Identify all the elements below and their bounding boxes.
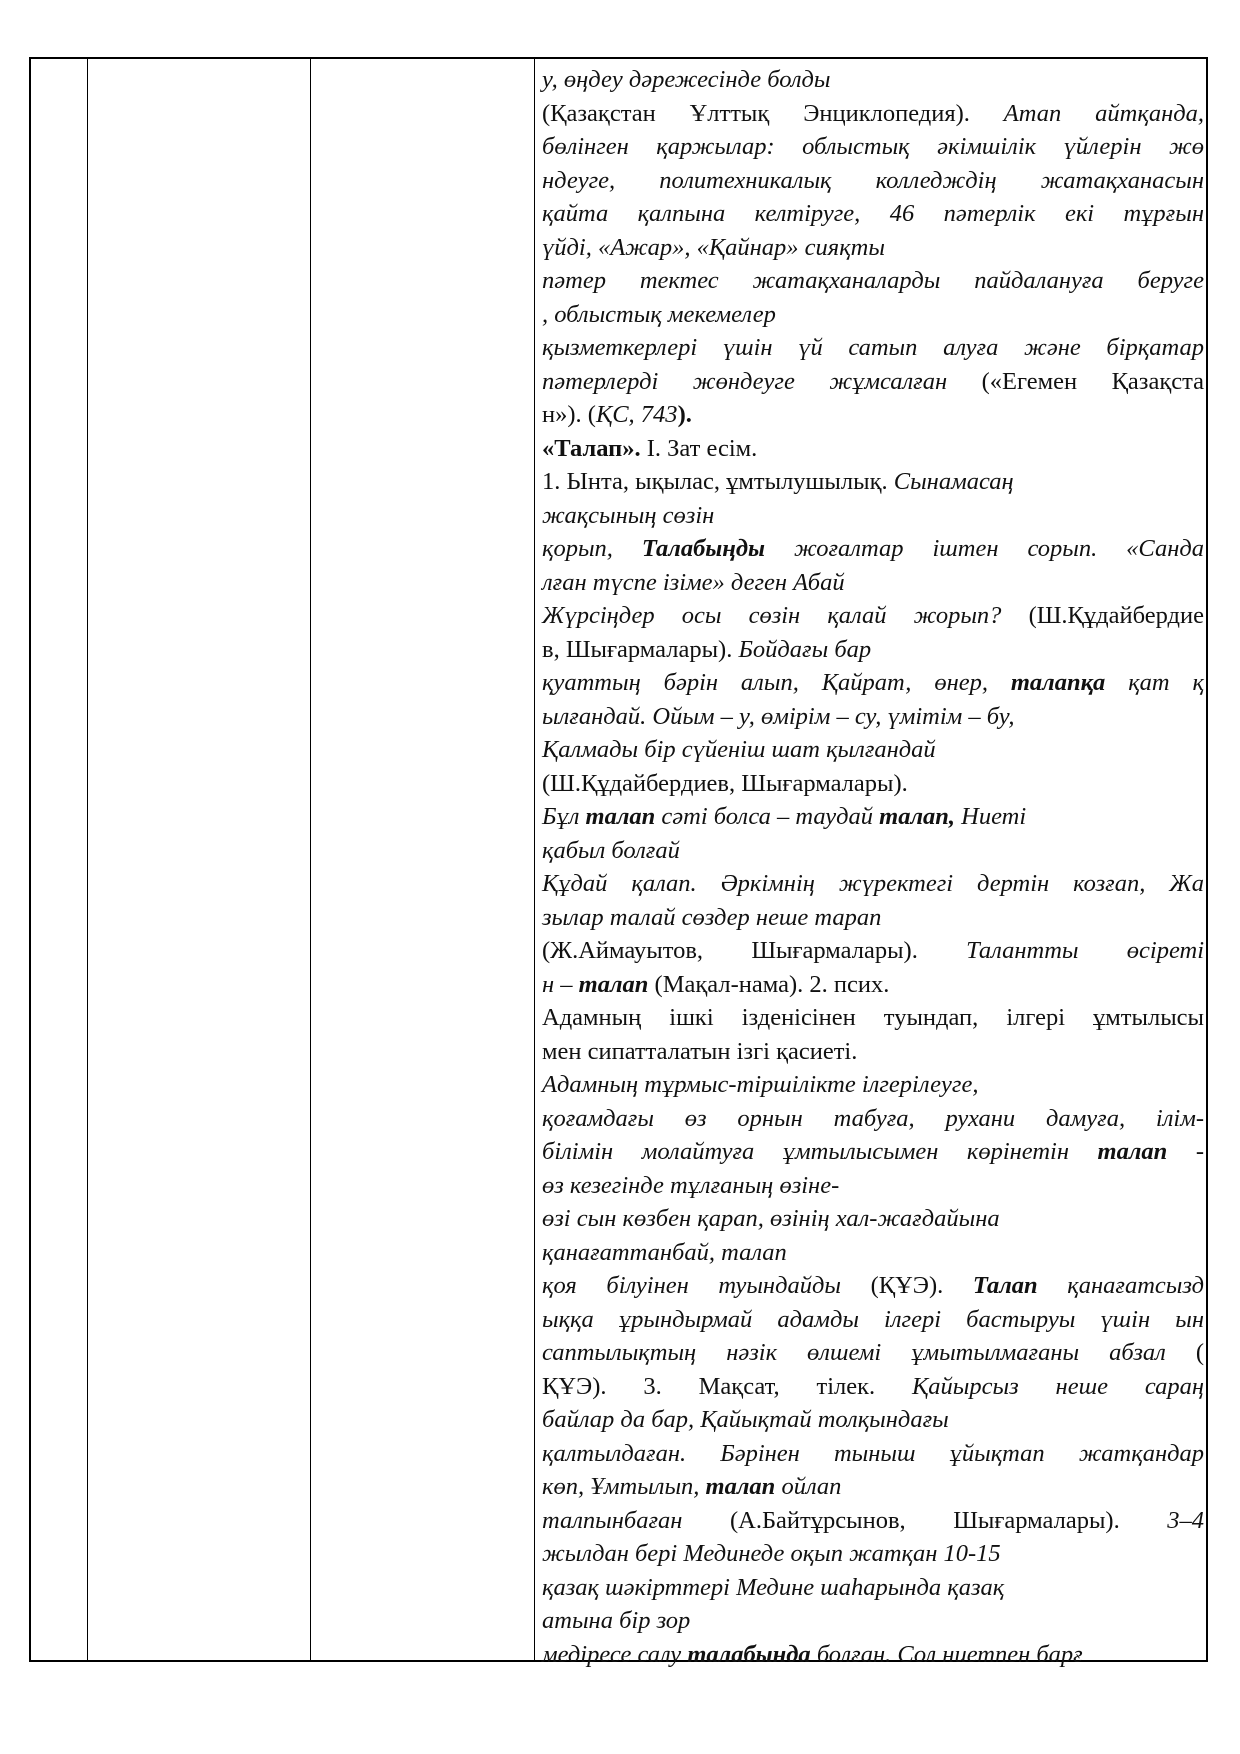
text-line: [542, 1236, 1204, 1270]
text-line: [542, 1571, 1204, 1605]
text-line: [542, 1102, 1204, 1136]
text-segment: талап: [585, 803, 656, 830]
text-segment: ндеуге, политехникалық колледждің жатақханасын: [542, 166, 1204, 194]
text-segment: қабыл болғай: [542, 836, 680, 864]
text-segment: жылдан бері Мединеде оқып жатқан 10-15: [542, 1540, 1001, 1567]
text-segment: н»). (: [542, 401, 596, 428]
text-segment: (Ш.Құдайбердие: [1028, 602, 1204, 629]
text-line: [542, 1403, 1204, 1437]
text-segment: зылар талай сөздер неше тарап: [542, 903, 882, 931]
text-segment: (Ж.Аймауытов, Шығармалары).: [542, 937, 967, 964]
text-segment: байлар да бар, Қайықтай толқындағы: [542, 1406, 949, 1433]
text-line: [542, 1604, 1204, 1638]
text-segment: (Мақал-нама). 2. псих.: [648, 970, 890, 998]
text-segment: І. Зат есім.: [640, 434, 758, 462]
text-segment: 3–4: [1167, 1506, 1204, 1534]
text-line: [542, 197, 1204, 231]
text-segment: өзі сын көзбен қарап, өзінің хал-жағдайына: [542, 1205, 1000, 1232]
text-segment: пәтерлерді жөндеуге жұмсалған: [542, 367, 982, 395]
text-segment: 1. Ынта, ықылас, ұмтылушылық.: [542, 468, 894, 495]
text-line: [542, 1269, 1204, 1303]
text-segment: қанағатсызд: [1037, 1272, 1204, 1299]
text-line: [542, 1437, 1204, 1471]
text-segment: үйді, «Ажар», «Қайнар» сияқты: [542, 233, 885, 261]
text-line: [542, 264, 1204, 298]
text-segment: Адамның ішкі ізденісінен туындап, ілгері ұмтылысы: [542, 1004, 1204, 1031]
text-line: [542, 800, 1204, 834]
text-segment: «Талап».: [542, 434, 641, 462]
text-line: [542, 1303, 1204, 1337]
text-segment: Талантты өсіреті: [966, 937, 1204, 964]
text-segment: у, өңдеу дәрежесінде болды: [542, 66, 831, 93]
text-segment: қазақ шәкірттері Медине шаһарында қазақ: [542, 1573, 1005, 1601]
document-table: [29, 57, 1208, 1668]
text-segment: ойлап: [775, 1473, 842, 1500]
text-segment: болған. Сол ниетпен барғ: [810, 1640, 1083, 1668]
text-segment: ыққа ұрындырмай адамды ілгері бастыруы үшін ын: [542, 1305, 1204, 1333]
text-segment: қуаттың бәрін алып, Қайрат, өнер,: [542, 669, 1011, 696]
text-line: [542, 164, 1204, 198]
text-segment: ҚС, 743: [595, 401, 678, 428]
text-line: [542, 566, 1204, 600]
text-segment: сәті болса – таудай: [655, 803, 880, 830]
text-segment: саптылықтың нәзік өлшемі ұмытылмағаны абзал: [542, 1339, 1196, 1366]
text-segment: Бойдағы бар: [738, 635, 872, 663]
text-segment: жоғалтар іштен сорып. «Санда: [765, 535, 1204, 562]
text-line: [542, 365, 1204, 399]
text-segment: өз кезегінде тұлғаның өзіне-: [542, 1171, 840, 1199]
text-line: [542, 1202, 1204, 1236]
text-segment: Талап: [972, 1272, 1038, 1299]
text-segment: талап: [1097, 1138, 1168, 1165]
text-segment: Құдай қалап. Әркімнің жүректегі дертін козғап, Жа: [542, 870, 1204, 897]
text-line: [542, 63, 1204, 97]
text-segment: медіресе салу: [542, 1640, 688, 1668]
text-line: [542, 834, 1204, 868]
text-segment: Қайырсыз неше сараң: [912, 1372, 1204, 1400]
text-line: [542, 934, 1204, 968]
text-line: [542, 733, 1204, 767]
text-segment: талпынбаған: [542, 1506, 731, 1534]
text-line: [542, 331, 1204, 365]
text-segment: (А.Байтұрсынов, Шығармалары).: [730, 1506, 1168, 1534]
text-segment: білімін молайтуға ұмтылысымен көрінетін: [542, 1138, 1098, 1165]
text-segment: талапқа: [1010, 669, 1106, 696]
text-line: [542, 1001, 1204, 1035]
text-segment: Адамның тұрмыс-тіршілікте ілгерілеуге,: [542, 1071, 979, 1098]
text-line: [542, 1169, 1204, 1203]
text-line: [542, 398, 1204, 432]
text-cell: [542, 63, 1204, 1671]
text-segment: қалтылдаған. Бәрінен тыныш ұйықтап жатқандар: [542, 1439, 1204, 1467]
text-segment: Талабыңды: [641, 535, 766, 562]
text-segment: в, Шығармалары).: [542, 635, 739, 663]
text-segment: мен сипатталатын ізгі қасиеті.: [542, 1037, 858, 1065]
text-segment: қанағаттанбай, талап: [542, 1238, 787, 1266]
text-line: [542, 432, 1204, 466]
text-segment: -: [1167, 1138, 1204, 1165]
text-segment: талап: [578, 970, 649, 998]
text-line: [542, 1370, 1204, 1404]
text-line: [542, 1135, 1204, 1169]
text-line: [542, 231, 1204, 265]
text-segment: Сынамасаң: [893, 468, 1014, 495]
text-line: [542, 1470, 1204, 1504]
text-segment: ҚҰЭ). 3. Мақсат, тілек.: [542, 1372, 913, 1400]
text-line: [542, 1035, 1204, 1069]
text-line: [542, 901, 1204, 935]
text-segment: пәтер тектес жатақханаларды пайдалануға беруге: [542, 267, 1204, 294]
text-line: [542, 532, 1204, 566]
text-segment: Атап айтқанда,: [1003, 99, 1204, 127]
text-segment: бөлінген қаржылар: облыстық әкімшілік үйлерін жө: [542, 133, 1204, 160]
text-line: [542, 633, 1204, 667]
text-segment: талап: [705, 1473, 776, 1500]
text-segment: (Ш.Құдайбердиев, Шығармалары).: [542, 769, 908, 797]
text-segment: қызметкерлері үшін үй сатып алуға және бірқатар: [542, 334, 1204, 361]
text-line: [542, 767, 1204, 801]
text-line: [542, 666, 1204, 700]
text-segment: қоя білуінен туындайды: [542, 1272, 871, 1299]
text-line: [542, 499, 1204, 533]
text-line: [542, 700, 1204, 734]
text-line: [542, 130, 1204, 164]
column-divider-2: [310, 59, 311, 1660]
text-segment: көп, Ұмтылып,: [542, 1473, 706, 1500]
text-line: [542, 1504, 1204, 1538]
text-segment: қат қ: [1105, 669, 1204, 696]
text-segment: Ниеті: [955, 803, 1027, 830]
text-segment: талабында: [687, 1640, 811, 1668]
text-segment: («Егемен Қазақста: [981, 367, 1204, 395]
text-segment: лған түспе ізіме» деген Абай: [542, 568, 845, 596]
text-segment: Бұл: [542, 803, 586, 830]
text-line: [542, 968, 1204, 1002]
column-divider-3: [534, 59, 535, 1660]
text-segment: (Қазақстан Ұлттық Энциклопедия).: [542, 99, 1004, 127]
text-segment: ).: [677, 401, 692, 428]
text-segment: Қалмады бір сүйеніш шат қылғандай: [542, 736, 936, 763]
text-segment: н –: [542, 970, 579, 998]
text-segment: жақсының сөзін: [542, 501, 715, 529]
text-segment: ылғандай. Ойым – у, өмірім – су, үмітім – бу,: [542, 702, 1015, 730]
text-line: [542, 1068, 1204, 1102]
text-segment: Жүрсіңдер осы сөзін қалай жорып?: [542, 602, 1029, 629]
text-line: [542, 1336, 1204, 1370]
text-segment: (ҚҰЭ).: [870, 1272, 973, 1299]
text-line: [542, 298, 1204, 332]
text-segment: талап,: [879, 803, 956, 830]
column-divider-1: [87, 59, 88, 1660]
text-line: [542, 1638, 1204, 1672]
text-line: [542, 867, 1204, 901]
text-line: [542, 1537, 1204, 1571]
text-line: [542, 97, 1204, 131]
text-line: [542, 599, 1204, 633]
text-line: [542, 465, 1204, 499]
text-segment: , облыстық мекемелер: [542, 300, 776, 328]
text-segment: қоғамдағы өз орнын табуға, рухани дамуға, ілім-: [542, 1104, 1204, 1132]
text-segment: (: [1195, 1339, 1204, 1366]
text-segment: қорып,: [542, 535, 642, 562]
text-segment: атына бір зор: [542, 1607, 691, 1634]
text-segment: қайта қалпына келтіруге, 46 пәтерлік екі тұрғын: [542, 200, 1204, 227]
